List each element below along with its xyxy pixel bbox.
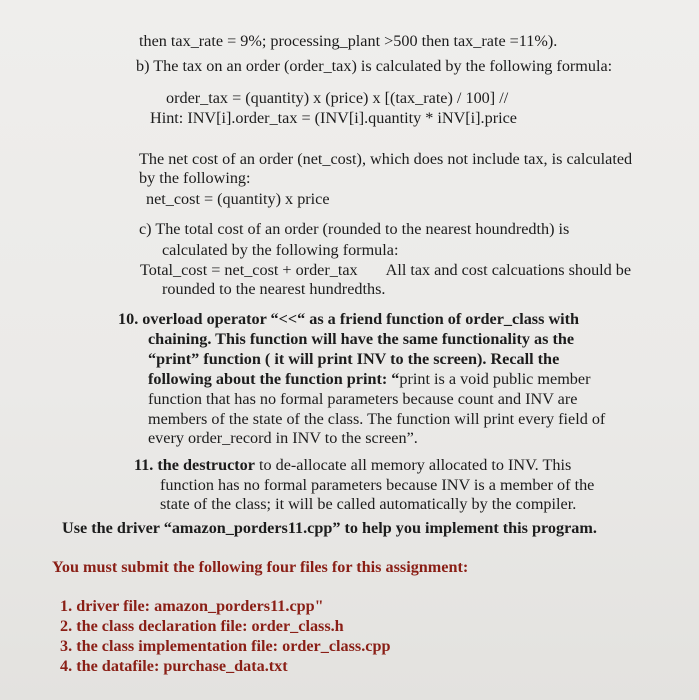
item-11-destructor [134,455,571,475]
submit-item-4: 4. the datafile: purchase_data.txt [60,657,288,675]
item-11-line-3: state of the class; it will be called automatically by the compiler. [160,495,577,513]
item-10-line-3: “print” function ( it will print INV to the screen). Recall the [148,350,560,368]
formula-total-cost [140,260,631,280]
item-10-line-2: chaining. This function will have the same functionality as the [148,330,575,348]
text-line-by-following: by the following: [139,169,251,187]
formula-net-cost: net_cost = (quantity) x price [146,190,330,208]
text-line-tax-rate-cont: then tax_rate = 9%; processing_plant >500 then tax_rate =11%). [139,32,558,50]
submit-item-1: 1. driver file: amazon_porders11.cpp" [60,597,324,615]
text-line-net-cost: The net cost of an order (net_cost), which does not include tax, is calculated [139,150,633,168]
submit-heading: You must submit the following four files for this assignment: [52,558,469,576]
text-line-b-order-tax: b) The tax on an order (order_tax) is calculated by the following formula: [136,57,613,75]
formula-total-cost-text: Total_cost = net_cost + order_tax [140,261,358,279]
item-10-line-4-bold: following about the function print: “ [148,370,400,388]
item-10-line-7: every order_record in INV to the screen”. [148,429,418,447]
formula-order-tax: order_tax = (quantity) x (price) x [(tax_rate) / 100] // [166,89,509,107]
item-10-overload-operator: 10. overload operator “<<“ as a friend function of order_class with [118,310,580,328]
driver-instruction: Use the driver “amazon_porders11.cpp” to help you implement this program. [62,519,597,537]
item-11-desc: to de-allocate all memory allocated to INV. This [254,456,572,474]
submit-item-3: 3. the class implementation file: order_class.cpp [60,637,391,655]
note-rounding: All tax and cost calcuations should be [385,261,632,279]
hint-order-tax: Hint: INV[i].order_tax = (INV[i].quantity * iNV[i].price [150,109,517,127]
item-10-line-5: function that has no formal parameters because count and INV are [148,390,578,408]
item-10-line-4 [148,369,590,389]
text-line-calculated-by: calculated by the following formula: [162,241,399,259]
text-line-c-total-cost: c) The total cost of an order (rounded to the nearest houndredth) is [139,220,570,238]
submit-item-2: 2. the class declaration file: order_class.h [60,617,344,635]
item-10-line-6: members of the state of the class. The function will print every field of [148,410,606,428]
text-line-rounded: rounded to the nearest hundredths. [162,280,386,298]
item-11-line-2: function has no formal parameters because INV is a member of the [160,476,595,494]
item-10-line-4-regular: print is a void public member [399,370,591,388]
item-11-title: 11. the destructor [134,456,255,474]
